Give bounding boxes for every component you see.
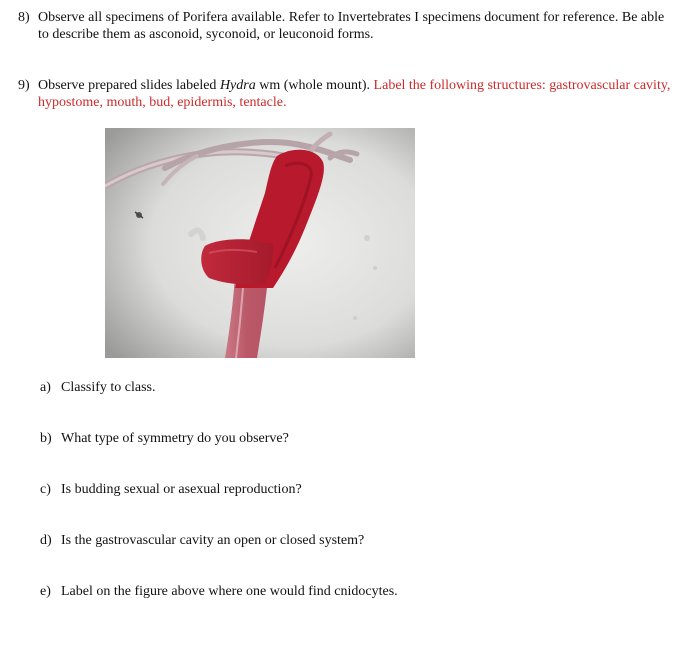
question-text bbox=[38, 77, 678, 111]
speck bbox=[353, 316, 357, 320]
subquestion-b bbox=[40, 430, 660, 447]
subquestion-text: Label on the figure above where one would find cnidocytes. bbox=[61, 584, 398, 599]
question-8 bbox=[18, 9, 678, 43]
subquestion-c bbox=[40, 481, 660, 498]
subquestion-letter: c) bbox=[40, 482, 51, 497]
hydra-bud bbox=[201, 239, 273, 284]
question-number: 8) bbox=[18, 10, 30, 25]
hydra-micrograph bbox=[105, 128, 415, 358]
subquestion-letter: d) bbox=[40, 533, 52, 548]
subquestion-text: Is budding sexual or asexual reproduction? bbox=[61, 482, 302, 497]
text-segment: wm (whole mount). bbox=[255, 78, 374, 93]
label-instruction: Label the following structures: gastrovascular cavity, hypostome, mouth, bud, epidermis, tentacle. bbox=[38, 78, 671, 110]
genus-name: Hydra bbox=[219, 78, 256, 93]
subquestion-a bbox=[40, 379, 660, 396]
subquestion-letter: e) bbox=[40, 584, 51, 599]
subquestion-letter: a) bbox=[40, 380, 51, 395]
subquestion-text: Classify to class. bbox=[61, 380, 156, 395]
subquestion-e bbox=[40, 583, 660, 600]
subquestion-text: What type of symmetry do you observe? bbox=[61, 431, 289, 446]
speck bbox=[373, 266, 377, 270]
text-segment: Observe prepared slides labeled bbox=[38, 78, 220, 93]
question-text: Observe all specimens of Porifera available. Refer to Invertebrates I specimens document for reference. Be able to describe them as asconoid, syconoid, or leuconoid forms. bbox=[38, 10, 665, 42]
subquestion-d bbox=[40, 532, 660, 549]
question-number: 9) bbox=[18, 78, 30, 93]
subquestion-text: Is the gastrovascular cavity an open or closed system? bbox=[61, 533, 365, 548]
speck bbox=[364, 235, 370, 241]
question-9 bbox=[18, 77, 678, 111]
subquestion-letter: b) bbox=[40, 431, 52, 446]
